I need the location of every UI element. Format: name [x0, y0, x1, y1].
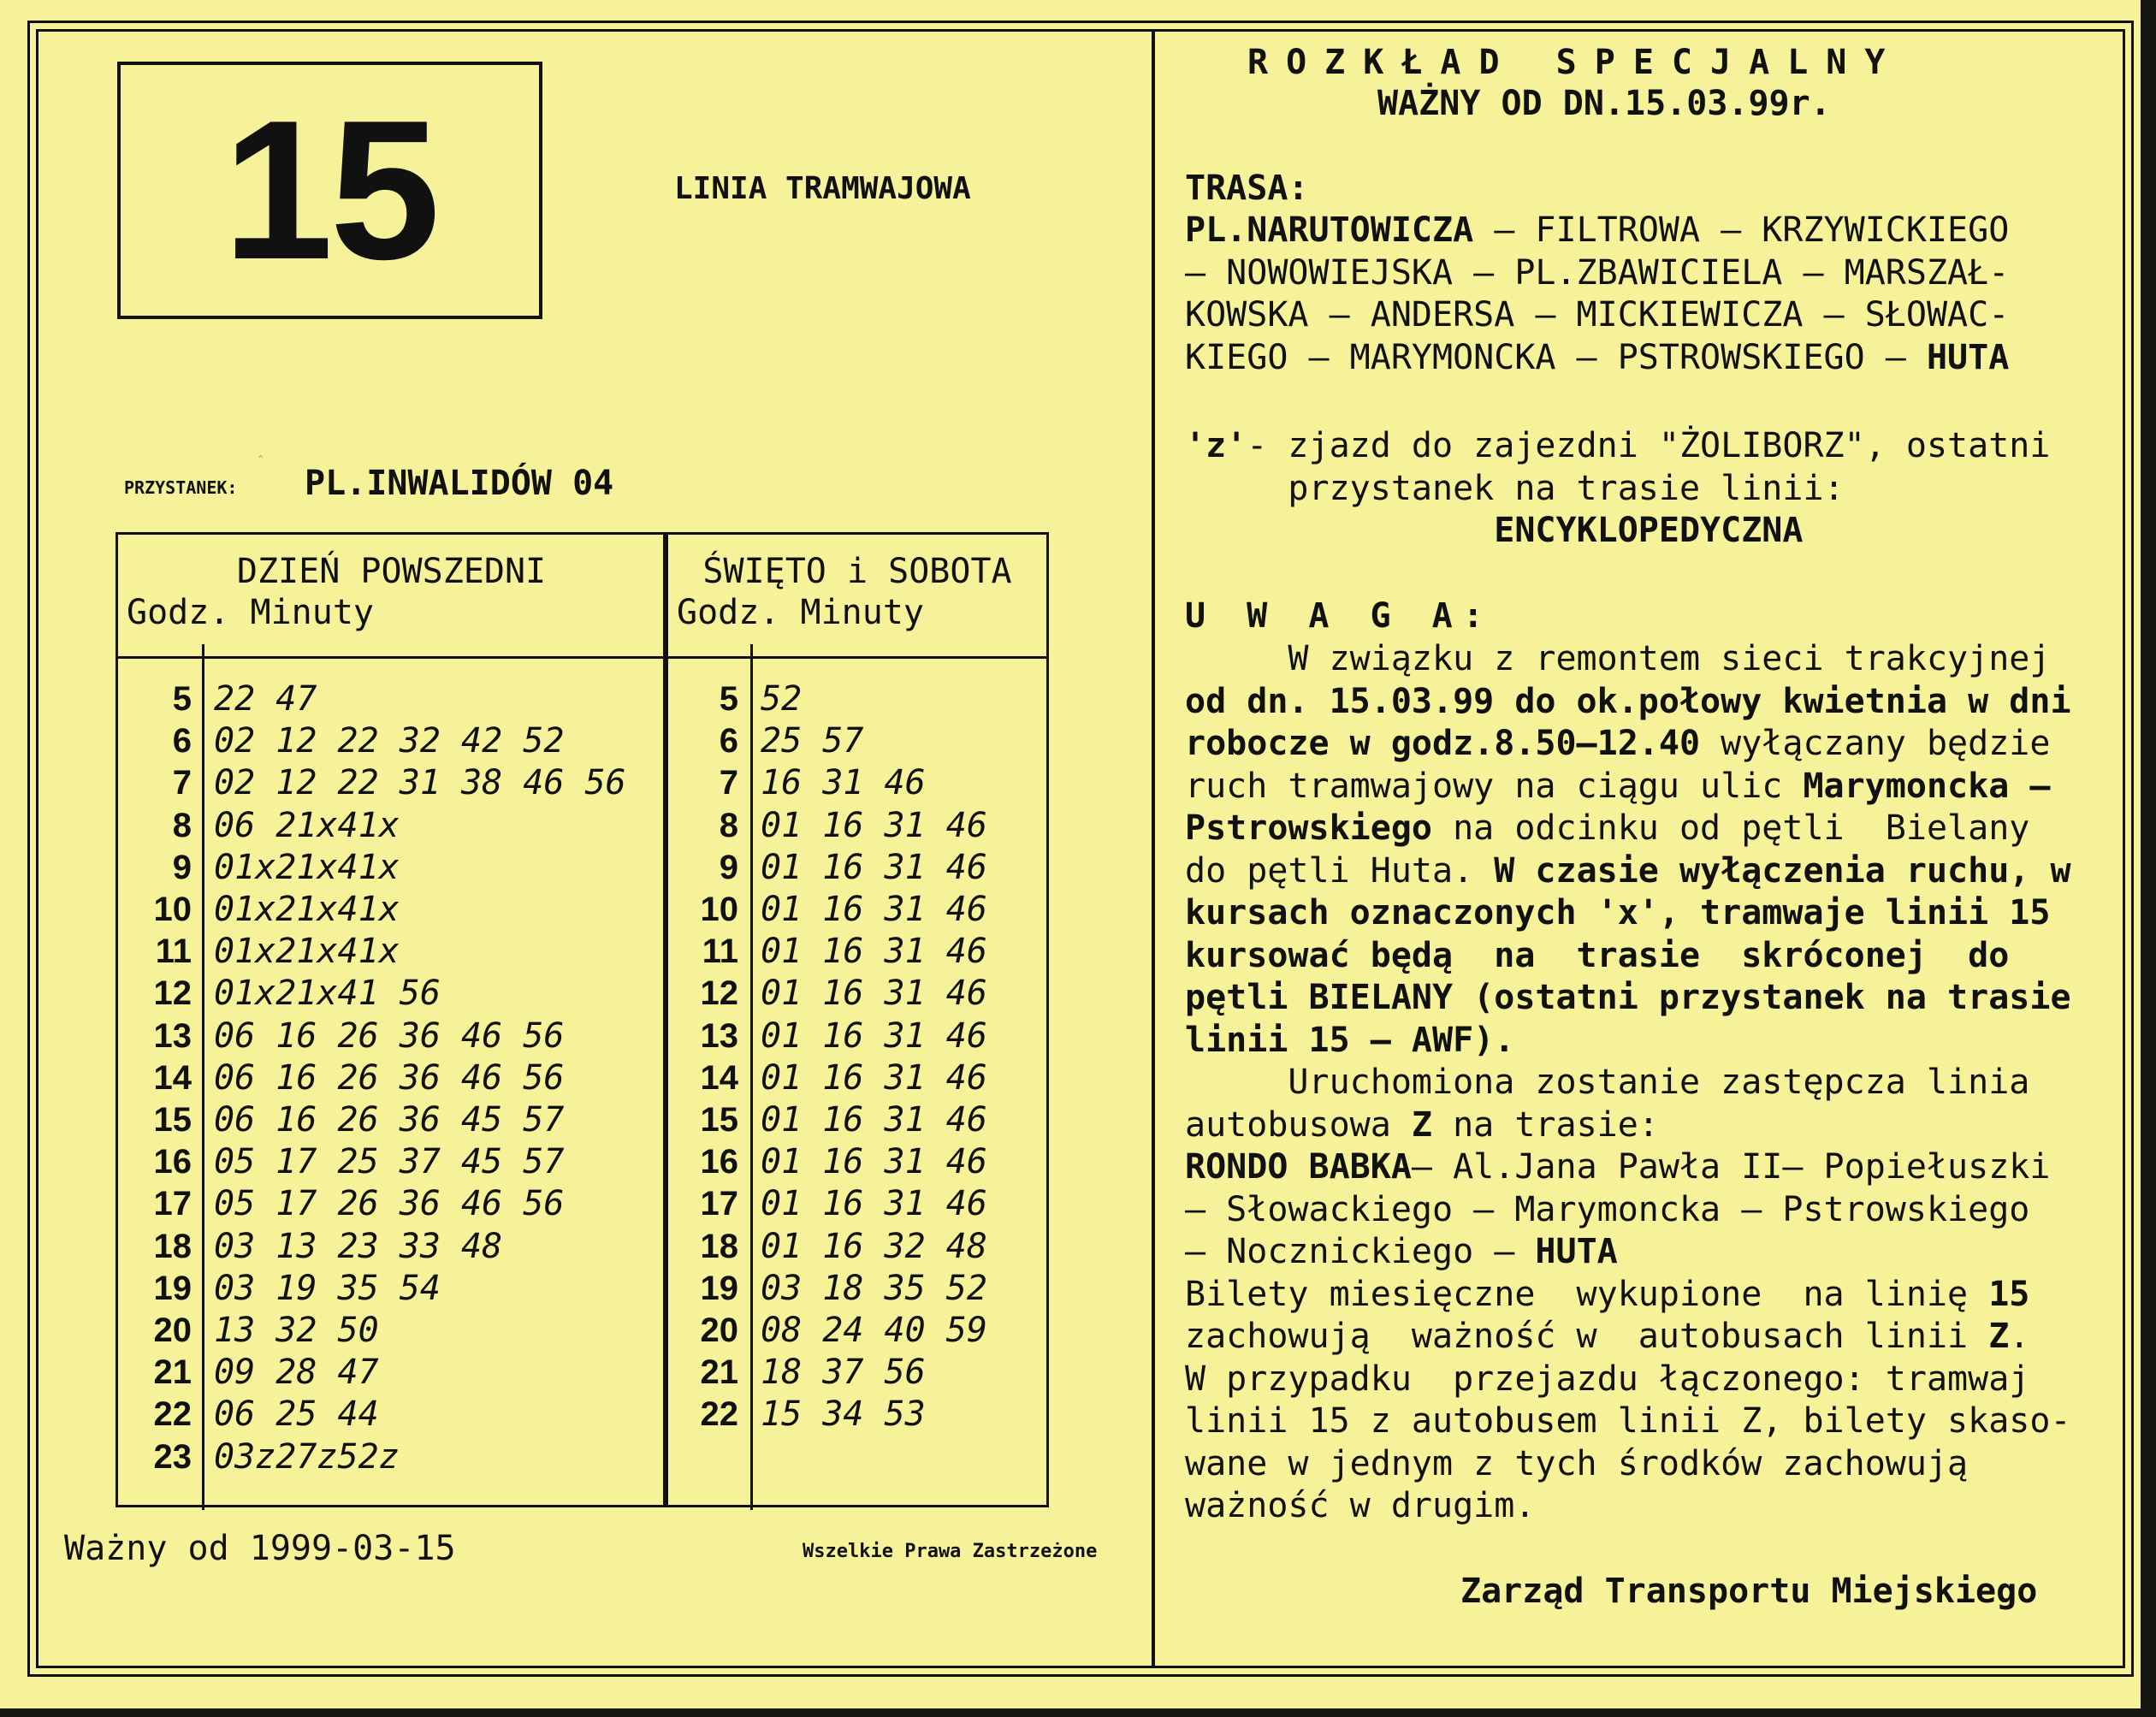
holiday-row — [668, 1226, 1046, 1268]
hour-cell: 21 — [153, 1353, 192, 1392]
weekday-title: DZIEŃ POWSZEDNI — [236, 552, 547, 591]
notice-line — [1185, 808, 2071, 850]
weekday-row — [118, 720, 665, 762]
weekday-row — [118, 1394, 665, 1436]
weekday-row — [118, 1436, 665, 1478]
weekday-row — [118, 1352, 665, 1394]
hour-cell: 22 — [153, 1395, 192, 1434]
holiday-row — [668, 720, 1046, 762]
notice-line — [1185, 766, 2071, 808]
text-segment: Z — [1411, 1104, 1432, 1145]
notice-line — [1185, 1359, 2071, 1401]
text-segment: linii 15 – AWF). — [1185, 1020, 1515, 1060]
notice-line — [1185, 1020, 2071, 1063]
text-segment: Z — [1988, 1317, 2010, 1356]
minutes-cell: 06 16 26 36 46 56 — [214, 1015, 565, 1056]
text-segment: na trasie: — [1432, 1104, 1659, 1145]
minutes-cell: 09 28 47 — [214, 1353, 379, 1393]
text-segment: W związku z remontem sieci trakcyjnej — [1185, 639, 2051, 678]
scan-speck: ‸ — [258, 441, 264, 458]
z-note-line — [1185, 510, 2050, 553]
minutes-cell: 01 16 31 46 — [761, 974, 987, 1014]
hour-cell: 16 — [700, 1143, 738, 1181]
scan-edge-right — [2141, 0, 2156, 1717]
holiday-row — [668, 1268, 1046, 1310]
minutes-cell: 52 — [761, 679, 803, 719]
route-text — [1185, 210, 2009, 379]
notice-line — [1185, 935, 2071, 978]
hour-cell: 5 — [719, 680, 738, 718]
minutes-cell: 01 16 31 46 — [761, 1057, 987, 1098]
holiday-row — [668, 1352, 1046, 1394]
hour-cell: 14 — [700, 1058, 738, 1097]
minutes-cell: 03 19 35 54 — [214, 1268, 441, 1308]
hour-cell: 15 — [153, 1101, 192, 1139]
notice-line — [1185, 850, 2071, 893]
minutes-cell: 01x21x41x — [214, 847, 400, 887]
text-segment: wane w jednym z tych środków zachowują — [1185, 1443, 1969, 1483]
text-segment: Uruchomiona zostanie zastępcza linia — [1185, 1063, 2030, 1102]
z-note-line — [1185, 468, 2050, 511]
text-segment: przystanek na trasie linii: — [1185, 468, 1845, 508]
text-segment: KOWSKA – ANDERSA – MICKIEWICZA – SŁOWAC- — [1185, 295, 2010, 335]
holiday-row — [668, 1394, 1046, 1436]
minutes-cell: 22 47 — [214, 679, 317, 719]
weekday-row — [118, 1268, 665, 1310]
minutes-cell: 01x21x41x — [214, 932, 400, 972]
hour-cell: 20 — [700, 1311, 738, 1349]
minutes-cell: 06 16 26 36 46 56 — [214, 1057, 565, 1098]
hour-cell: 8 — [719, 806, 738, 844]
text-segment: 15 — [1988, 1274, 2030, 1314]
minutes-cell: 01 16 31 46 — [761, 932, 987, 972]
route-line — [1185, 337, 2009, 380]
text-segment: Marymoncka – — [1803, 766, 2051, 806]
text-segment: HUTA — [1926, 337, 2010, 377]
hour-cell: 18 — [153, 1227, 192, 1265]
holiday-row — [668, 973, 1046, 1015]
holiday-row — [668, 847, 1046, 889]
text-segment: – Al.Jana Pawła II– Popiełuszki — [1411, 1147, 2051, 1187]
signature: Zarząd Transportu Miejskiego — [1460, 1572, 2038, 1611]
hour-cell: 7 — [719, 764, 738, 802]
hour-cell: 6 — [719, 722, 738, 761]
holiday-row — [668, 1099, 1046, 1141]
text-segment: Pstrowskiego — [1185, 808, 1432, 848]
hour-cell: 8 — [172, 806, 192, 844]
hour-cell: 13 — [153, 1016, 192, 1055]
hour-cell: 19 — [153, 1269, 192, 1307]
route-line — [1185, 252, 2009, 295]
holiday-title: ŚWIĘTO i SOBOTA — [702, 552, 1012, 591]
hour-cell: 12 — [700, 974, 738, 1013]
notice-line — [1185, 638, 2071, 681]
hour-cell: 17 — [700, 1185, 738, 1223]
text-segment: kursować będą na trasie skróconej do — [1185, 935, 2010, 975]
notice-line — [1185, 1274, 2071, 1317]
text-segment: od dn. 15.03.99 do ok.połowy kwietnia w dni — [1185, 681, 2071, 721]
hour-cell: 19 — [700, 1269, 738, 1307]
hour-cell: 10 — [700, 891, 738, 928]
z-note-line — [1185, 425, 2050, 468]
minutes-cell: 15 34 53 — [761, 1394, 926, 1435]
holiday-table — [663, 532, 1049, 1507]
text-segment: linii 15 z autobusem linii Z, bilety skaso- — [1185, 1401, 2071, 1441]
minutes-cell: 05 17 26 36 46 56 — [214, 1184, 565, 1224]
weekday-row — [118, 1183, 665, 1225]
minutes-cell: 16 31 46 — [761, 763, 926, 803]
hour-cell: 9 — [172, 848, 192, 886]
hour-cell: 20 — [153, 1311, 192, 1349]
notice-line — [1185, 681, 2071, 724]
text-segment: – Słowackiego – Marymoncka – Pstrowskiego — [1185, 1189, 2030, 1229]
weekday-row — [118, 678, 665, 720]
line-number: 15 — [222, 79, 437, 301]
notice-heading: U W A G A: — [1185, 596, 1494, 636]
notice-line — [1185, 892, 2071, 935]
hour-cell: 14 — [153, 1058, 192, 1097]
hour-cell: 6 — [172, 722, 192, 761]
weekday-row — [118, 1015, 665, 1057]
text-segment: ważność w drugim. — [1185, 1486, 1536, 1525]
notice-line — [1185, 1316, 2071, 1359]
text-segment: W czasie wyłączenia ruchu, w — [1494, 850, 2071, 891]
text-segment: Bilety miesięczne wykupione na linię — [1185, 1274, 1989, 1314]
holiday-row — [668, 762, 1046, 804]
hour-cell: 21 — [700, 1353, 738, 1392]
holiday-row — [668, 889, 1046, 931]
weekday-row — [118, 931, 665, 973]
scan-edge-bottom — [0, 1708, 2156, 1717]
notice-line — [1185, 977, 2071, 1020]
hour-cell: 10 — [153, 891, 192, 928]
text-segment: 'z' — [1185, 426, 1247, 465]
hour-cell: 7 — [172, 764, 192, 802]
holiday-row — [668, 1310, 1046, 1352]
holiday-row — [668, 1141, 1046, 1183]
notice-line — [1185, 1189, 2071, 1232]
weekday-row — [118, 847, 665, 889]
minutes-cell: 18 37 56 — [761, 1353, 926, 1393]
holiday-header-rule — [668, 656, 1046, 659]
notice-line — [1185, 1104, 2071, 1147]
minutes-cell: 03 18 35 52 — [761, 1268, 987, 1308]
minutes-cell: 02 12 22 32 42 52 — [214, 721, 565, 761]
stop-name: PL.INWALIDÓW 04 — [305, 464, 614, 503]
holiday-row — [668, 1015, 1046, 1057]
text-segment: pętli BIELANY (ostatni przystanek na trasie — [1185, 978, 2071, 1017]
minutes-cell: 01x21x41 56 — [214, 974, 441, 1014]
hour-cell: 12 — [153, 974, 192, 1013]
minutes-cell: 01 16 31 46 — [761, 1015, 987, 1056]
minutes-cell: 01 16 32 48 — [761, 1226, 987, 1266]
text-segment: kursach oznaczonych 'x', tramwaje linii 15 — [1185, 893, 2051, 933]
text-segment: robocze w godz.8.50–12.40 — [1185, 724, 1701, 763]
minutes-cell: 01 16 31 46 — [761, 1142, 987, 1182]
weekday-header-rule — [118, 656, 665, 659]
text-segment: – FILTROWA – KRZYWICKIEGO — [1473, 210, 2010, 250]
text-segment: ENCYKLOPEDYCZNA — [1494, 511, 1804, 550]
special-schedule-title: ROZKŁAD SPECJALNY — [1247, 43, 1904, 82]
holiday-row — [668, 931, 1046, 973]
route-line — [1185, 210, 2009, 252]
notice-line — [1185, 1400, 2071, 1443]
text-segment: wyłączany będzie — [1700, 724, 2051, 763]
text-segment: autobusowa — [1185, 1104, 1412, 1145]
text-segment: KIEGO – MARYMONCKA – PSTROWSKIEGO – — [1185, 337, 1927, 377]
text-segment: – Nocznickiego – — [1185, 1232, 1536, 1271]
notice-line — [1185, 723, 2071, 766]
weekday-row — [118, 805, 665, 847]
text-segment: - zjazd do zajezdni "ŻOLIBORZ", ostatni — [1247, 426, 2051, 465]
hour-cell: 15 — [700, 1101, 738, 1139]
text-segment: ruch tramwajowy na ciągu ulic — [1185, 766, 1804, 806]
weekday-row — [118, 973, 665, 1015]
text-segment: . — [2009, 1317, 2030, 1356]
hour-cell: 13 — [700, 1016, 738, 1055]
minutes-cell: 05 17 25 37 45 57 — [214, 1142, 565, 1182]
minutes-cell: 02 12 22 31 38 46 56 — [214, 763, 626, 803]
minutes-cell: 13 32 50 — [214, 1311, 379, 1350]
hour-cell: 5 — [172, 680, 192, 718]
line-type: LINIA TRAMWAJOWA — [674, 171, 971, 206]
weekday-table — [116, 532, 667, 1507]
weekday-row — [118, 762, 665, 804]
notice-line — [1185, 1485, 2071, 1528]
minutes-cell: 03 13 23 33 48 — [214, 1226, 503, 1266]
hour-cell: 17 — [153, 1185, 192, 1223]
holiday-row — [668, 678, 1046, 720]
minutes-cell: 06 16 26 36 45 57 — [214, 1100, 565, 1140]
notice-line — [1185, 1443, 2071, 1486]
minutes-cell: 01 16 31 46 — [761, 1184, 987, 1224]
text-segment: W przypadku przejazdu łączonego: tramwaj — [1185, 1359, 2030, 1399]
text-segment: PL.NARUTOWICZA — [1185, 210, 1474, 250]
route-line — [1185, 294, 2009, 337]
line-number-box — [117, 62, 542, 319]
minutes-cell: 01x21x41x — [214, 890, 400, 929]
holiday-row — [668, 1183, 1046, 1225]
text-segment: – NOWOWIEJSKA – PL.ZBAWICIELA – MARSZAŁ- — [1185, 252, 2010, 293]
hour-cell: 16 — [153, 1143, 192, 1181]
hour-cell: 18 — [700, 1227, 738, 1265]
text-segment: HUTA — [1535, 1232, 1618, 1271]
valid-from: Ważny od 1999-03-15 — [64, 1529, 456, 1568]
text-segment: zachowują ważność w autobusach linii — [1185, 1317, 1989, 1356]
weekday-row — [118, 1310, 665, 1352]
holiday-row — [668, 805, 1046, 847]
z-note — [1185, 425, 2050, 553]
special-valid-date: WAŻNY OD DN.15.03.99r. — [1377, 84, 1831, 123]
minutes-cell: 01 16 31 46 — [761, 1100, 987, 1140]
text-segment: do pętli Huta. — [1185, 850, 1495, 891]
hour-cell: 11 — [155, 933, 192, 971]
minutes-cell: 01 16 31 46 — [761, 805, 987, 845]
minutes-cell: 08 24 40 59 — [761, 1311, 987, 1350]
stop-label: PRZYSTANEK: — [124, 477, 238, 498]
weekday-row — [118, 1226, 665, 1268]
hour-cell: 23 — [153, 1437, 192, 1476]
text-segment: na odcinku od pętli Bielany — [1431, 808, 2030, 848]
text-segment — [1185, 511, 1494, 550]
notice-text — [1185, 638, 2071, 1528]
holiday-subtitle: Godz. Minuty — [677, 593, 924, 632]
weekday-subtitle: Godz. Minuty — [127, 593, 374, 632]
minutes-cell: 03z27z52z — [214, 1436, 400, 1477]
weekday-row — [118, 1099, 665, 1141]
minutes-cell: 25 57 — [761, 721, 864, 761]
hour-cell: 11 — [702, 933, 738, 971]
hour-cell: 22 — [700, 1395, 738, 1434]
panel-divider — [1152, 29, 1155, 1668]
minutes-cell: 01 16 31 46 — [761, 890, 987, 929]
text-segment: RONDO BABKA — [1185, 1147, 1412, 1187]
route-heading: TRASA: — [1185, 169, 1309, 208]
notice-line — [1185, 1146, 2071, 1189]
notice-line — [1185, 1231, 2071, 1274]
holiday-row — [668, 1057, 1046, 1099]
minutes-cell: 06 21x41x — [214, 805, 400, 845]
weekday-row — [118, 889, 665, 931]
notice-line — [1185, 1062, 2071, 1104]
copyright-note: Wszelkie Prawa Zastrzeżone — [803, 1541, 1098, 1562]
weekday-row — [118, 1141, 665, 1183]
minutes-cell: 01 16 31 46 — [761, 847, 987, 887]
weekday-row — [118, 1057, 665, 1099]
hour-cell: 9 — [719, 848, 738, 886]
minutes-cell: 06 25 44 — [214, 1394, 379, 1435]
